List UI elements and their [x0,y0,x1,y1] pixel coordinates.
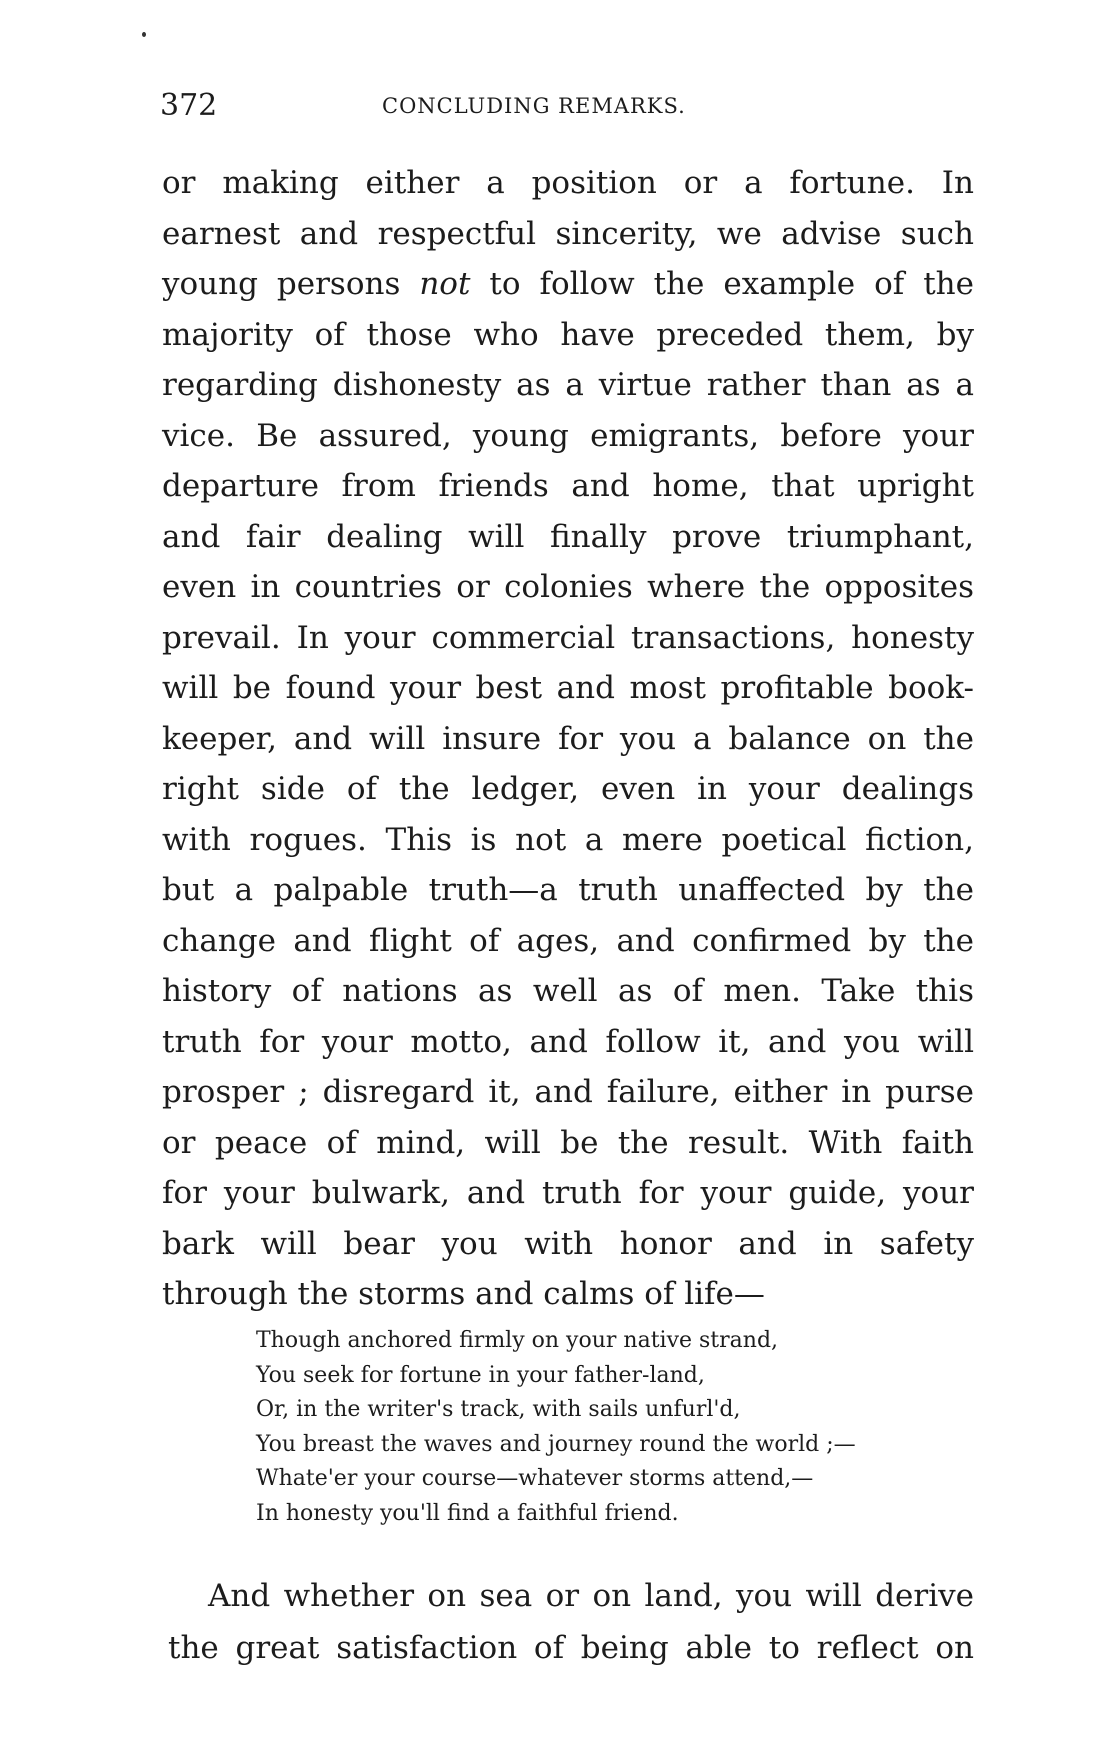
verse-line: In honesty you'll find a faithful friend. [256,1500,679,1526]
verse-block [256,1324,856,1532]
text-line: And whether on sea or on land, you will derive [208,1578,974,1614]
text-line: regarding dishonesty as a virtue rather than as a [162,367,974,403]
closing-paragraph [168,1570,974,1674]
text-line: young persons not to follow the example of the [162,266,974,302]
text-line: for your bulwark, and truth for your guide, your [162,1175,974,1211]
text-line: or making either a position or a fortune. In [162,165,974,201]
page-header [160,86,990,126]
verse-line: You seek for fortune in your father-land, [256,1362,705,1388]
verse-line: Or, in the writer's track, with sails unfurl'd, [256,1397,741,1423]
text-line: but a palpable truth—a truth unaffected by the [162,872,974,908]
body-text [162,158,974,1320]
text-line: and fair dealing will finally prove triumphant, [162,518,974,555]
text-line: change and flight of ages, and confirmed by the [162,922,974,959]
text-line: keeper, and will insure for you a balance on the [162,720,974,757]
text-line: history of nations as well as of men. Take this [162,973,974,1009]
text-line: bark will bear you with honor and in safety [162,1225,974,1262]
verse-line: You breast the waves and journey round the world ;— [256,1431,856,1457]
text-line: or peace of mind, will be the result. With faith [162,1124,974,1161]
text-line: majority of those who have preceded them, by [162,316,974,353]
page-number: 372 [160,88,218,123]
text-line: right side of the ledger, even in your dealings [162,771,974,807]
text-line: earnest and respectful sincerity, we advise such [162,215,974,252]
running-head: CONCLUDING REMARKS. [382,94,686,118]
text-line: vice. Be assured, young emigrants, before your [162,417,974,454]
text-line: even in countries or colonies where the opposites [162,569,974,605]
ink-speck [142,32,146,37]
text-line: will be found your best and most profitable book- [162,670,974,706]
text-line: prevail. In your commercial transactions, honesty [162,619,974,656]
text-line: the great satisfaction of being able to reflect on [168,1630,974,1666]
text-line: prosper ; disregard it, and failure, either in purse [162,1074,974,1110]
text-line: with rogues. This is not a mere poetical fiction, [162,821,974,858]
verse-line: Whate'er your course—whatever storms attend,— [256,1466,814,1492]
emphasis: not [419,266,471,302]
verse-line: Though anchored firmly on your native strand, [256,1328,779,1353]
text-line: departure from friends and home, that upright [162,468,974,504]
text-line: through the storms and calms of life— [162,1276,765,1312]
text-line: truth for your motto, and follow it, and you will [162,1023,974,1060]
